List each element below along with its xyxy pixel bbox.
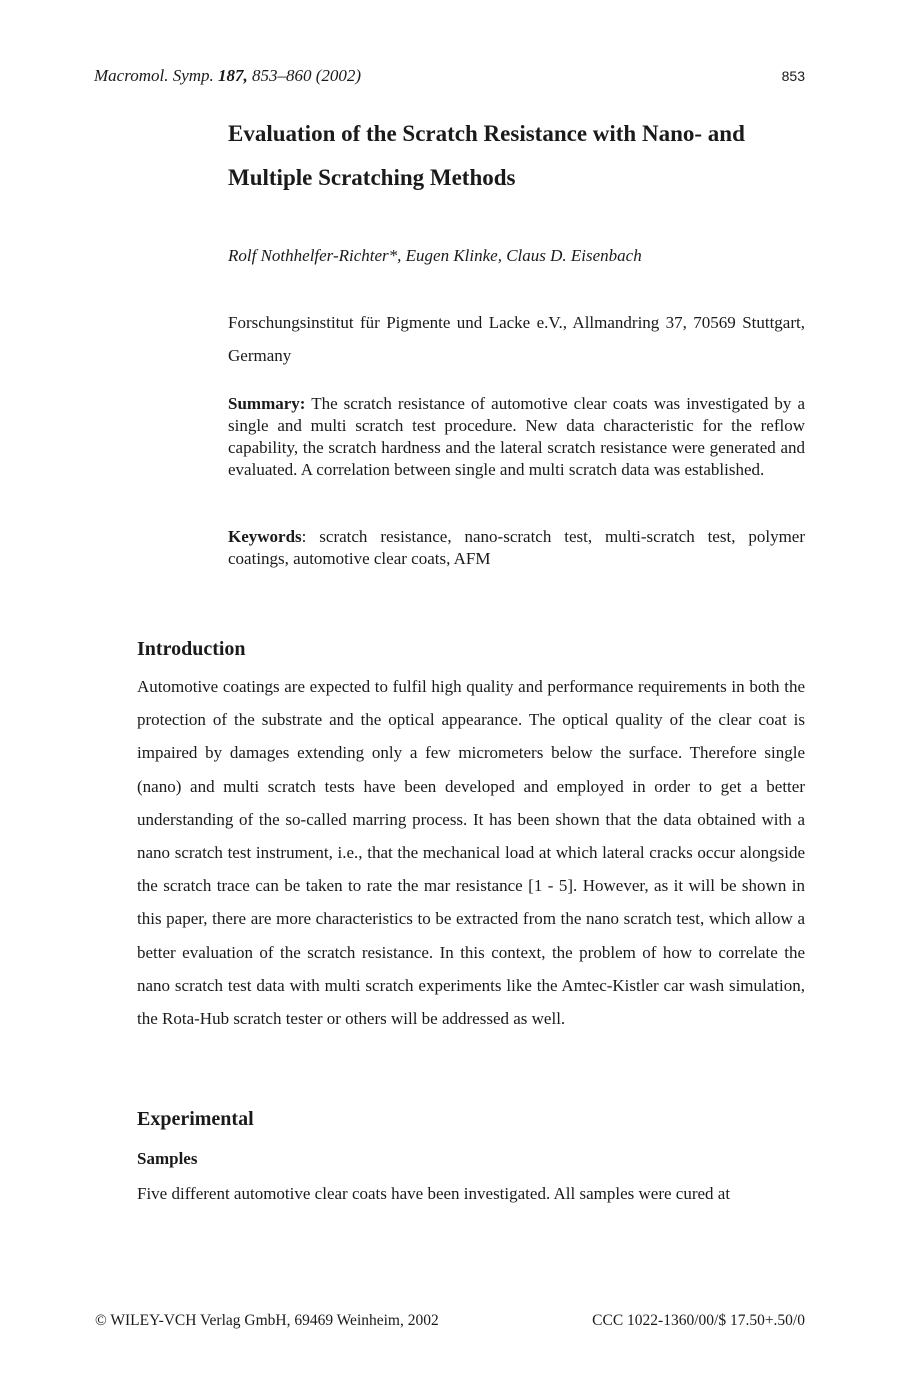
- author-list: Rolf Nothhelfer-Richter*, Eugen Klinke, Claus D. Eisenbach: [228, 246, 642, 265]
- subsection-heading-samples: Samples: [137, 1149, 198, 1168]
- ccc-code: CCC 1022-1360/00/$ 17.50+.50/0: [592, 1312, 805, 1329]
- keywords-block: [228, 526, 805, 570]
- summary-text: The scratch resistance of automotive clear coats was investigated by a single and multi scratch test procedure. New data characteristic for the reflow capability, the scratch hardness and the lateral scratch resistance were generated and evaluated. A correlation between single and multi scratch data was established.: [228, 394, 805, 479]
- section-heading-experimental: Experimental: [137, 1108, 254, 1130]
- paper-title: Evaluation of the Scratch Resistance with Nano- and Multiple Scratching Methods: [228, 121, 745, 190]
- section-heading-introduction: Introduction: [137, 638, 246, 660]
- summary-label: Summary:: [228, 394, 306, 413]
- journal-pages-year: 853–860 (2002): [252, 66, 362, 85]
- keywords-label: Keywords: [228, 527, 302, 546]
- keywords-text: : scratch resistance, nano-scratch test, multi-scratch test, polymer coatings, automotive clear coats, AFM: [228, 527, 805, 568]
- samples-paragraph: Five different automotive clear coats have been investigated. All samples were cured at: [137, 1184, 731, 1203]
- journal-name: Macromol. Symp.: [94, 66, 214, 85]
- page-number: 853: [781, 68, 805, 84]
- affiliation: Forschungsinstitut für Pigmente und Lacke e.V., Allmandring 37, 70569 Stuttgart, Germany: [228, 313, 805, 365]
- journal-citation: [94, 66, 361, 86]
- introduction-paragraph: Automotive coatings are expected to fulfil high quality and performance requirements in both the protection of the substrate and the optical appearance. The optical quality of the clear coat is impaired by damages extending only a few micrometers below the surface. Therefore single (nano) and multi scratch tests have been developed and employed in order to get a better understanding of the so-called marring process. It has been shown that the data obtained with a nano scratch test instrument, i.e., that the mechanical load at which lateral cracks occur alongside the scratch trace can be taken to rate the mar resistance [1 - 5]. However, as it will be shown in this paper, there are more characteristics to be extracted from the nano scratch test, which allow a better evaluation of the scratch resistance. In this context, the problem of how to correlate the nano scratch test data with multi scratch experiments like the Amtec-Kistler car wash simulation, the Rota-Hub scratch tester or others will be addressed as well.: [137, 677, 805, 1029]
- summary-block: [228, 393, 805, 481]
- journal-volume: 187,: [218, 66, 248, 85]
- publisher-copyright: © WILEY-VCH Verlag GmbH, 69469 Weinheim, 2002: [95, 1312, 439, 1329]
